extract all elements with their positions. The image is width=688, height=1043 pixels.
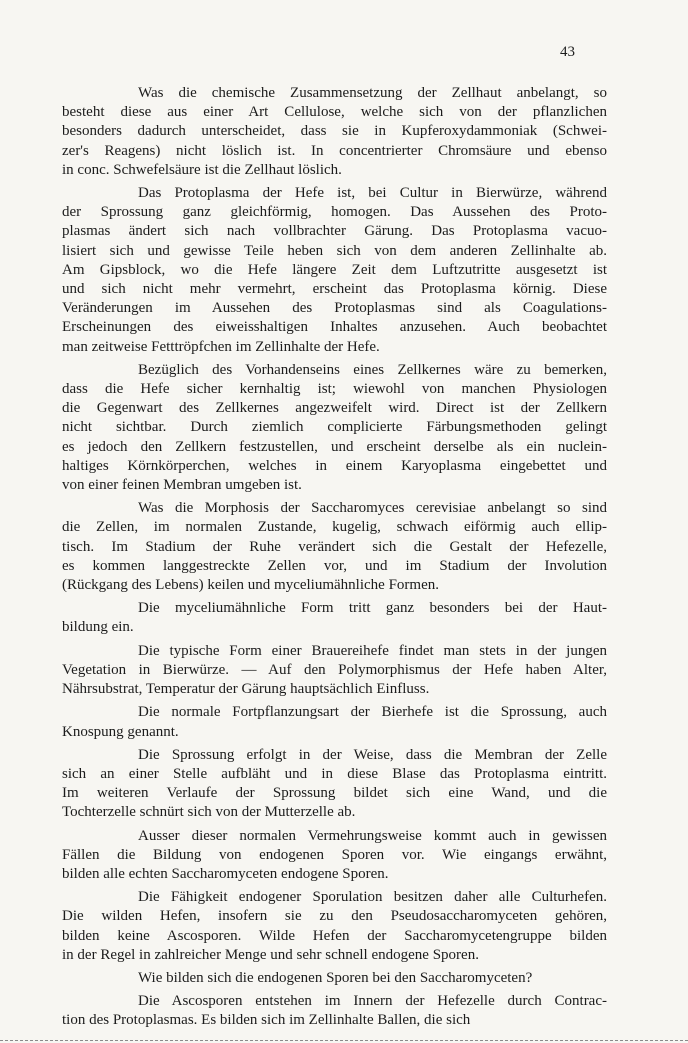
text-line: nicht sichtbar. Durch ziemlich complicierte Färbungsmethoden gelingt [62, 419, 607, 436]
text-line: Veränderungen im Aussehen des Protoplasmas sind als Coagulations- [62, 300, 607, 317]
paragraph [62, 84, 607, 180]
text-line: es kommen langgestreckte Zellen vor, und im Stadium der Involution [62, 557, 607, 574]
text-line: Die Sprossung erfolgt in der Weise, dass die Membran der Zelle [138, 746, 607, 763]
text-line: besteht diese aus einer Art Cellulose, welche sich von der pflanzlichen [62, 104, 607, 121]
text-line: lisiert sich und gewisse Teile heben sich von dem anderen Zellinhalte ab. [62, 242, 607, 259]
text-line: die Gegenwart des Zellkernes angezweifelt wird. Direct ist der Zellkern [62, 400, 607, 417]
text-line: zer's Reagens) nicht löslich ist. In concentrierter Chromsäure und ebenso [62, 142, 607, 159]
text-line: Die myceliumähnliche Form tritt ganz besonders bei der Haut- [138, 600, 607, 617]
text-line: der Sprossung ganz gleichförmig, homogen. Das Aussehen des Proto- [62, 204, 607, 221]
text-line: Die typische Form einer Brauereihefe findet man stets in der jungen [138, 642, 607, 659]
text-line: Erscheinungen des eiweisshaltigen Inhaltes anzusehen. Auch beobachtet [62, 319, 607, 336]
text-line: Was die Morphosis der Saccharomyces cerevisiae anbelangt so sind [138, 500, 607, 517]
text-line: haltiges Körnkörperchen, welches in einem Karyoplasma eingebettet und [62, 457, 607, 474]
paragraph [62, 827, 607, 885]
text-line: Die normale Fortpflanzungsart der Bierhefe ist die Sprossung, auch [138, 704, 607, 721]
text-line: Fällen die Bildung von endogenen Sporen vor. Wie eingangs erwähnt, [62, 846, 607, 863]
paragraph [62, 888, 607, 965]
text-line: Am Gipsblock, wo die Hefe längere Zeit dem Luftzutritte ausgesetzt ist [62, 261, 607, 278]
text-line: sich an einer Stelle aufbläht und in diese Blase das Protoplasma eintritt. [62, 765, 607, 782]
text-line: man zeitweise Fetttröpfchen im Zellinhalte der Hefe. [62, 338, 380, 355]
text-line: Knospung genannt. [62, 723, 179, 740]
text-line: die Zellen, im normalen Zustande, kugelig, schwach eiförmig auch ellip- [62, 519, 607, 536]
text-line: Das Protoplasma der Hefe ist, bei Cultur in Bierwürze, während [138, 185, 607, 202]
text-line: von einer feinen Membran umgeben ist. [62, 477, 302, 494]
text-line: bildung ein. [62, 619, 134, 636]
paragraph [62, 499, 607, 595]
paragraph [62, 969, 607, 988]
text-line: und sich nicht mehr vermehrt, erscheint das Protoplasma körnig. Diese [62, 281, 607, 298]
text-line: bilden alle echten Saccharomyceten endogene Sporen. [62, 865, 389, 882]
text-line: Die Fähigkeit endogener Sporulation besitzen daher alle Culturhefen. [138, 889, 607, 906]
text-line: dass die Hefe sicher kernhaltig ist; wiewohl von manchen Physiologen [62, 381, 607, 398]
paragraph [62, 361, 607, 495]
text-line: bilden keine Ascosporen. Wilde Hefen der Saccharomycetengruppe bilden [62, 927, 607, 944]
paragraph [62, 642, 607, 700]
text-line: Im weiteren Verlaufe der Sprossung bildet sich eine Wand, und die [62, 785, 607, 802]
text-line: Wie bilden sich die endogenen Sporen bei den Saccharomyceten? [138, 969, 533, 986]
bottom-rule [0, 1040, 688, 1041]
text-line: Bezüglich des Vorhandenseins eines Zellkernes wäre zu bemerken, [138, 361, 607, 378]
paragraph [62, 703, 607, 741]
text-line: Die wilden Hefen, insofern sie zu den Pseudosaccharomyceten gehören, [62, 908, 607, 925]
paragraph [62, 746, 607, 823]
text-line: (Rückgang des Lebens) keilen und myceliumähnliche Formen. [62, 577, 439, 594]
text-line: in der Regel in zahlreicher Menge und sehr schnell endogene Sporen. [62, 946, 479, 963]
text-line: in conc. Schwefelsäure ist die Zellhaut löslich. [62, 161, 342, 178]
paragraph [62, 992, 607, 1030]
paragraph [62, 599, 607, 637]
text-line: tion des Protoplasmas. Es bilden sich im Zellinhalte Ballen, die sich [62, 1012, 471, 1029]
text-line: tisch. Im Stadium der Ruhe verändert sich die Gestalt der Hefezelle, [62, 538, 607, 555]
text-line: Was die chemische Zusammensetzung der Zellhaut anbelangt, so [138, 85, 607, 101]
paragraph [62, 184, 607, 357]
text-line: Nährsubstrat, Temperatur der Gärung hauptsächlich Einfluss. [62, 681, 430, 698]
text-line: Die Ascosporen entstehen im Innern der Hefezelle durch Contrac- [138, 993, 607, 1010]
text-line: plasmas ändert sich nach vollbrachter Gärung. Das Protoplasma vacuo- [62, 223, 607, 240]
body-text [62, 84, 607, 1035]
page-number: 43 [560, 44, 575, 60]
text-line: besonders dadurch unterscheidet, dass sie in Kupferoxydammoniak (Schwei- [62, 123, 607, 140]
text-line: Tochterzelle schnürt sich von der Mutterzelle ab. [62, 804, 356, 821]
text-line: Vegetation in Bierwürze. — Auf den Polymorphismus der Hefe haben Alter, [62, 661, 607, 678]
text-line: Ausser dieser normalen Vermehrungsweise kommt auch in gewissen [138, 827, 607, 844]
text-line: es jedoch den Zellkern festzustellen, und erscheint derselbe als ein nuclein- [62, 438, 607, 455]
